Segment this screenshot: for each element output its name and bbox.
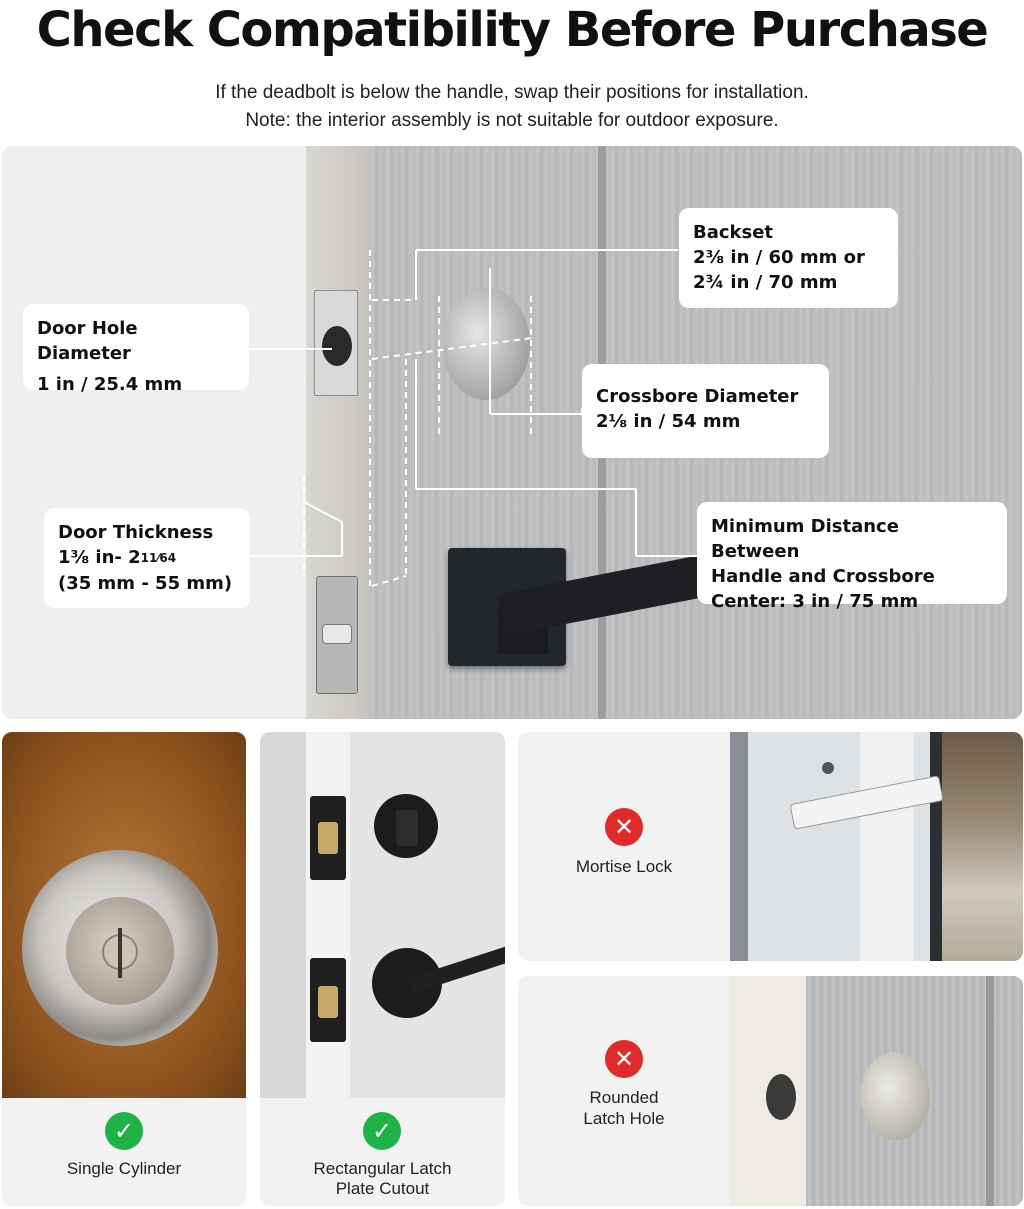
page-title: Check Compatibility Before Purchase (36, 2, 988, 58)
screw (822, 762, 834, 774)
keyhole-slot (118, 928, 122, 978)
backset-label: Backset (693, 222, 774, 243)
crossbore-diameter-callout (582, 364, 829, 458)
deadbolt-bolt (318, 822, 338, 854)
check-icon: ✓ (105, 1112, 143, 1150)
card-label-line-1: Rectangular Latch (313, 1159, 452, 1178)
glass-edge (930, 732, 942, 961)
cross-icon: ✕ (605, 1040, 643, 1078)
door-thickness-value (58, 545, 236, 571)
door-stile (860, 732, 914, 961)
door-thickness-callout (44, 508, 250, 608)
mortise-lock-photo (730, 732, 1023, 961)
door-thickness-value-b: 11⁄64 (140, 551, 177, 565)
door-thickness-label: Door Thickness (58, 522, 214, 543)
crossbore-hole (860, 1052, 930, 1140)
latch-bolt (318, 986, 338, 1018)
door-thickness-value-a: 1⅜ in- 2 (58, 547, 141, 568)
door-hole-diameter-callout (23, 304, 249, 395)
rectangular-latch-card (260, 732, 505, 1206)
card-label-single-cylinder: Single Cylinder (66, 1159, 182, 1178)
door-measurement-diagram (2, 146, 1022, 719)
door-hole-label: Door Hole Diameter (37, 318, 138, 364)
subtitle-line-1: If the deadbolt is below the handle, swap their positions for installation. (215, 82, 809, 103)
min-distance-line-2: Handle and Crossbore (711, 566, 935, 587)
min-distance-line-1: Minimum Distance Between (711, 516, 899, 562)
backset-value-2: 2¾ in / 70 mm (693, 272, 838, 293)
door-thickness-metric: (35 mm - 55 mm) (58, 573, 233, 594)
single-cylinder-card (2, 732, 246, 1206)
outdoor-view (942, 732, 1023, 961)
door-edge (306, 732, 350, 1098)
door-groove (986, 976, 994, 1206)
deadbolt-photo (2, 732, 246, 1098)
cross-icon: ✕ (605, 808, 643, 846)
minimum-distance-callout (697, 502, 1007, 612)
card-label-line-2: Latch Hole (583, 1109, 665, 1128)
door-face (350, 732, 505, 1098)
crossbore-value: 2⅛ in / 54 mm (596, 411, 741, 432)
card-label-line-1: Rounded (589, 1088, 659, 1107)
thumbturn (396, 810, 418, 846)
subtitle-line-2: Note: the interior assembly is not suitable for outdoor exposure. (245, 110, 779, 131)
crossbore-label: Crossbore Diameter (596, 386, 799, 407)
rounded-hole-photo (730, 976, 1023, 1206)
check-icon: ✓ (363, 1112, 401, 1150)
card-label-line-2: Plate Cutout (335, 1179, 430, 1198)
rounded-latch-hole-card (518, 976, 1023, 1206)
door-hole-value: 1 in / 25.4 mm (37, 374, 183, 395)
backset-callout (679, 208, 898, 308)
card-label-mortise-lock: Mortise Lock (575, 857, 673, 876)
rounded-latch-hole (766, 1074, 796, 1120)
latch-plate-photo (260, 732, 505, 1098)
backset-value-1: 2⅜ in / 60 mm or (693, 247, 865, 268)
mortise-lock-card (518, 732, 1023, 961)
min-distance-line-3: Center: 3 in / 75 mm (711, 591, 919, 612)
